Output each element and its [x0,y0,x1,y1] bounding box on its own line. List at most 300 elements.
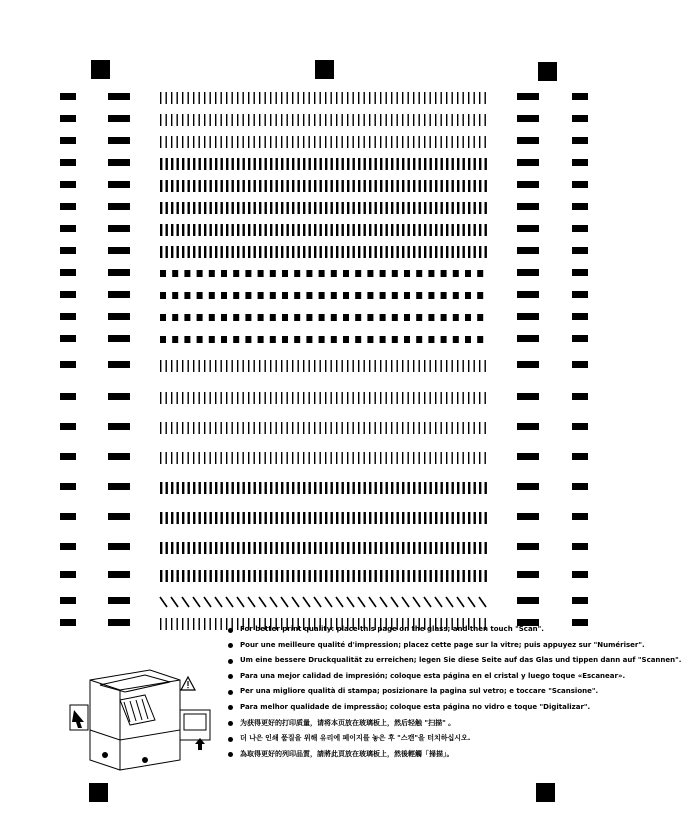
pattern-bar [485,570,487,582]
pattern-square [355,314,361,321]
pattern-bar [281,136,282,148]
pattern-bar [353,158,355,170]
pattern-bar [188,158,190,170]
pattern-bar [292,136,293,148]
pattern-bar [281,512,283,524]
pattern-bar [397,360,398,372]
pattern-bar [221,618,222,630]
pattern-bar [413,482,415,494]
alignment-mark [517,393,539,400]
pattern-bar [287,392,288,404]
pattern-bar [193,136,194,148]
pattern-bar [408,542,410,554]
pattern-bar [298,136,299,148]
pattern-bar [188,618,189,630]
pattern-bar [408,92,409,104]
pattern-bar [402,422,403,434]
pattern-bar [199,224,201,236]
instruction-text: Pour une meilleure qualité d'impression; placez cette page sur la vitre; puis appuyez sur "Numériser". [240,640,645,649]
alignment-mark [60,313,76,320]
alignment-mark [572,247,588,254]
pattern-bar [397,136,398,148]
pattern-bar [248,158,250,170]
pattern-bar [430,452,431,464]
pattern-bar [413,202,415,214]
pattern-bar [177,570,179,582]
pattern-bar [430,224,432,236]
pattern-row-thick-bars [160,246,488,258]
pattern-bar [446,482,448,494]
pattern-bar [397,158,399,170]
pattern-bar [215,136,216,148]
pattern-bar [402,512,404,524]
alignment-mark [517,115,539,122]
pattern-bar [391,570,393,582]
pattern-bar [446,114,447,126]
alignment-mark [517,543,539,550]
pattern-bar [221,422,222,434]
pattern-bar [347,136,348,148]
pattern-bar [254,570,256,582]
pattern-bar [336,542,338,554]
pattern-square [477,336,483,343]
pattern-row-thin-bars [160,422,488,434]
pattern-bar [265,482,267,494]
pattern-bar [287,224,289,236]
instruction-korean [228,731,628,747]
alignment-mark [60,181,76,188]
pattern-bar [226,542,228,554]
pattern-bar [298,482,300,494]
pattern-bar [424,158,426,170]
pattern-bar [226,482,228,494]
pattern-bar [413,542,415,554]
pattern-bar [248,392,249,404]
pattern-bar [446,570,448,582]
pattern-bar [182,422,183,434]
pattern-slash [391,597,398,607]
bullet-icon [228,674,233,679]
pattern-bar [375,180,377,192]
alignment-mark [60,225,76,232]
pattern-slash [204,597,211,607]
alignment-mark [572,225,588,232]
pattern-bar [309,202,311,214]
pattern-bar [457,360,458,372]
pattern-bar [298,542,300,554]
pattern-bar [375,202,377,214]
pattern-bar [468,482,470,494]
pattern-square [416,336,422,343]
pattern-bar [430,158,432,170]
instruction-text: 为获得更好的打印质量，请将本页放在玻璃板上，然后轻触 "扫描" 。 [240,718,456,727]
pattern-bar [441,542,443,554]
pattern-bar [369,482,371,494]
pattern-bar [254,246,256,258]
pattern-bar [171,114,172,126]
pattern-row-thin-bars [160,92,488,104]
alignment-mark [108,93,130,100]
pattern-bar [193,422,194,434]
pattern-bar [259,570,261,582]
pattern-bar [441,224,443,236]
alignment-mark [572,483,588,490]
alignment-mark [108,159,130,166]
pattern-bar [281,452,282,464]
pattern-square [441,270,447,277]
pattern-bar [177,136,178,148]
pattern-bar [331,422,332,434]
pattern-bar [171,92,172,104]
pattern-bar [358,452,359,464]
pattern-bar [215,92,216,104]
pattern-bar [386,512,388,524]
pattern-bar [485,114,486,126]
alignment-mark [60,619,76,626]
pattern-square [392,336,398,343]
pattern-bar [413,158,415,170]
pattern-bar [166,158,168,170]
pattern-bar [485,422,486,434]
pattern-bar [430,482,432,494]
pattern-bar [408,482,410,494]
pattern-bar [287,114,288,126]
registration-mark-top-left [91,60,110,79]
pattern-bar [303,136,304,148]
pattern-bar [287,92,288,104]
pattern-bar [424,360,425,372]
pattern-bar [353,422,354,434]
pattern-bar [391,136,392,148]
pattern-bar [413,92,414,104]
pattern-bar [281,224,283,236]
pattern-bar [177,392,178,404]
pattern-bar [182,246,184,258]
pattern-slash [226,597,233,607]
pattern-square [453,336,459,343]
pattern-bar [215,202,217,214]
pattern-bar [171,136,172,148]
pattern-square [441,336,447,343]
alignment-mark [60,597,76,604]
pattern-bar [221,542,223,554]
pattern-bar [353,482,355,494]
pattern-bar [485,542,487,554]
pattern-bar [380,246,382,258]
pattern-bar [314,224,316,236]
pattern-square [367,292,373,299]
pattern-bar [160,570,162,582]
pattern-row-thick-bars [160,482,488,494]
pattern-slash [193,597,200,607]
pattern-square [331,292,337,299]
alignment-mark [517,453,539,460]
pattern-bar [402,360,403,372]
pattern-bar [380,92,381,104]
pattern-bar [331,114,332,126]
pattern-square [209,314,215,321]
pattern-bar [303,512,305,524]
pattern-bar [243,452,244,464]
pattern-bar [386,158,388,170]
alignment-mark [108,115,130,122]
alignment-mark [517,597,539,604]
pattern-bar [270,482,272,494]
pattern-bar [204,136,205,148]
pattern-bar [199,92,200,104]
pattern-bar [364,392,365,404]
pattern-bar [237,512,239,524]
pattern-bar [358,392,359,404]
pattern-bar [276,392,277,404]
pattern-bar [485,158,487,170]
pattern-square [465,314,471,321]
pattern-bar [276,360,277,372]
pattern-slash [248,597,255,607]
pattern-bar [336,246,338,258]
pattern-bar [402,136,403,148]
alignment-mark [108,619,130,626]
pattern-bar [243,570,245,582]
pattern-bar [237,542,239,554]
pattern-bar [391,542,393,554]
pattern-bar [237,246,239,258]
alignment-mark [572,361,588,368]
pattern-bar [204,452,205,464]
pattern-bar [259,224,261,236]
pattern-bar [232,452,233,464]
pattern-bar [391,512,393,524]
pattern-bar [474,512,476,524]
pattern-bar [320,422,321,434]
pattern-bar [166,136,167,148]
pattern-square [380,270,386,277]
pattern-square [404,314,410,321]
pattern-bar [336,180,338,192]
pattern-square [355,336,361,343]
pattern-bar [193,114,194,126]
pattern-bar [369,246,371,258]
pattern-bar [193,224,195,236]
pattern-bar [353,570,355,582]
pattern-bar [188,360,189,372]
pattern-bar [314,542,316,554]
pattern-bar [287,158,289,170]
pattern-square [184,270,190,277]
pattern-bar [479,422,480,434]
pattern-bar [479,202,481,214]
alignment-mark [572,291,588,298]
pattern-bar [259,392,260,404]
pattern-bar [265,452,266,464]
pattern-bar [188,512,190,524]
pattern-bar [182,542,184,554]
pattern-bar [485,512,487,524]
pattern-bar [474,224,476,236]
pattern-bar [331,392,332,404]
pattern-bar [474,360,475,372]
pattern-bar [463,114,464,126]
pattern-bar [215,180,217,192]
pattern-bar [435,360,436,372]
pattern-bar [226,92,227,104]
pattern-bar [325,512,327,524]
pattern-bar [259,482,261,494]
pattern-bar [424,482,426,494]
pattern-bar [276,570,278,582]
pattern-bar [320,360,321,372]
pattern-bar [419,158,421,170]
pattern-bar [364,202,366,214]
pattern-bar [320,542,322,554]
pattern-slash [171,597,178,607]
alignment-mark [108,543,130,550]
alignment-mark [517,137,539,144]
pattern-bar [160,392,161,404]
pattern-bar [347,542,349,554]
pattern-bar [166,618,167,630]
pattern-bar [419,92,420,104]
pattern-bar [188,422,189,434]
alignment-mark [60,453,76,460]
pattern-bar [446,180,448,192]
pattern-bar [309,158,311,170]
pattern-bar [468,224,470,236]
pattern-bar [419,114,420,126]
pattern-bar [479,92,480,104]
bullet-icon [228,737,233,742]
alignment-mark [108,313,130,320]
pattern-bar [171,360,172,372]
pattern-bar [474,158,476,170]
pattern-bar [320,246,322,258]
pattern-bar [364,224,366,236]
pattern-bar [221,360,222,372]
pattern-bar [276,246,278,258]
printer-illustration-icon [60,660,220,775]
pattern-bar [397,570,399,582]
pattern-bar [347,92,348,104]
pattern-row-squares [160,290,488,302]
pattern-bar [221,392,222,404]
pattern-bar [265,360,266,372]
pattern-bar [314,570,316,582]
pattern-bar [408,114,409,126]
pattern-bar [287,360,288,372]
pattern-bar [221,224,223,236]
pattern-bar [485,360,486,372]
pattern-slash [325,597,332,607]
pattern-square [282,292,288,299]
pattern-bar [248,452,249,464]
pattern-bar [281,360,282,372]
pattern-bar [342,202,344,214]
pattern-bar [199,202,201,214]
pattern-bar [452,114,453,126]
pattern-bar [463,392,464,404]
pattern-bar [452,422,453,434]
pattern-bar [210,158,212,170]
pattern-bar [303,246,305,258]
alignment-mark [108,483,130,490]
alignment-mark [60,159,76,166]
pattern-square [319,292,325,299]
pattern-bar [347,224,349,236]
pattern-bar [314,452,315,464]
pattern-bar [248,114,249,126]
pattern-bar [391,202,393,214]
pattern-bar [309,246,311,258]
pattern-bar [171,158,173,170]
pattern-bar [424,422,425,434]
pattern-bar [259,360,260,372]
pattern-square [233,314,239,321]
pattern-bar [441,92,442,104]
pattern-bar [254,180,256,192]
pattern-bar [243,114,244,126]
pattern-bar [408,360,409,372]
pattern-bar [259,92,260,104]
pattern-bar [287,202,289,214]
pattern-bar [199,246,201,258]
pattern-bar [254,542,256,554]
pattern-square [172,336,178,343]
pattern-square [160,314,166,321]
pattern-square [294,336,300,343]
pattern-square [355,292,361,299]
pattern-bar [342,360,343,372]
pattern-bar [325,452,326,464]
pattern-bar [237,482,239,494]
pattern-bar [237,360,238,372]
pattern-bar [479,180,481,192]
pattern-bar [243,246,245,258]
alignment-mark [60,137,76,144]
pattern-bar [463,482,465,494]
pattern-bar [419,224,421,236]
pattern-bar [391,360,392,372]
pattern-bar [298,224,300,236]
pattern-bar [177,618,178,630]
pattern-bar [204,180,206,192]
pattern-bar [309,92,310,104]
pattern-bar [199,158,201,170]
alignment-mark [517,181,539,188]
pattern-bar [276,512,278,524]
pattern-bar [270,158,272,170]
alignment-mark [108,571,130,578]
pattern-bar [424,92,425,104]
pattern-bar [364,114,365,126]
pattern-bar [435,482,437,494]
pattern-square [343,270,349,277]
pattern-bar [232,246,234,258]
alignment-mark [572,571,588,578]
alignment-mark [517,269,539,276]
pattern-bar [468,136,469,148]
pattern-bar [292,246,294,258]
pattern-bar [182,618,183,630]
pattern-bar [435,158,437,170]
pattern-bar [259,422,260,434]
pattern-bar [347,570,349,582]
pattern-bar [210,224,212,236]
pattern-bar [397,92,398,104]
pattern-bar [402,452,403,464]
pattern-bar [215,542,217,554]
pattern-square [258,270,264,277]
pattern-bar [468,246,470,258]
